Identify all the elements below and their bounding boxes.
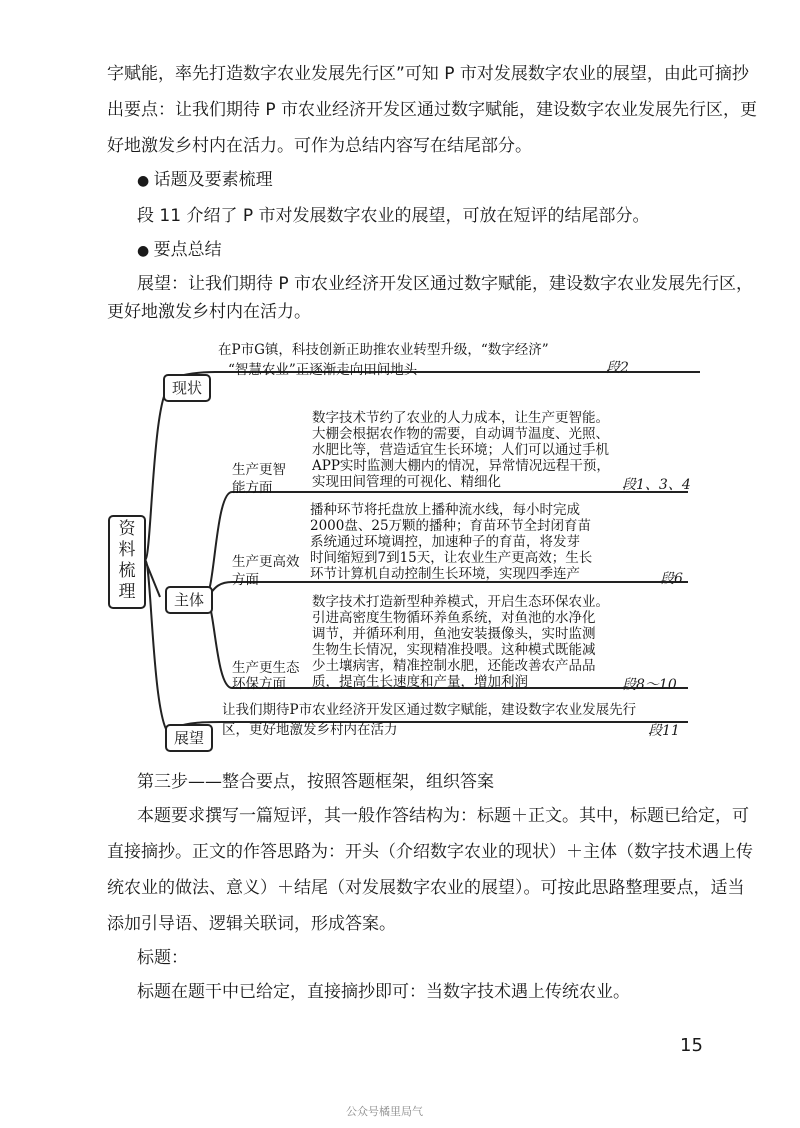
outlook-line-1: 让我们期待P市农业经济开发区通过数字赋能，建设数字农业发展先行 (222, 702, 637, 718)
smart-ref: 段1、3、4 (622, 477, 691, 493)
answer-line-3: 统农业的做法、意义）＋结尾（对发展数字农业的展望）。可按此思路整理要点，适当 (107, 878, 745, 898)
efficient-label-2: 方面 (232, 572, 259, 588)
eco-line-1: 数字技术打造新型种养模式，开启生态环保农业。 (312, 594, 609, 610)
title-text: 标题在题干中已给定，直接摘抄即可：当数字技术遇上传统农业。 (137, 982, 630, 1002)
mindmap-root: 资 料 梳 理 (108, 515, 146, 609)
efficient-label-1: 生产更高效 (232, 554, 300, 570)
connector-status (145, 385, 172, 560)
step3-heading: 第三步——整合要点，按照答题框架，组织答案 (137, 772, 494, 792)
smart-line-4: APP实时监测大棚内的情况，异常情况远程干预， (312, 458, 610, 474)
eco-line-5: 少土壤病害，精准控制水肥，还能改善农产品品 (312, 658, 596, 674)
status-ref: 段2 (606, 360, 629, 376)
answer-line-1: 本题要求撰写一篇短评，其一般作答结构为：标题＋正文。其中，标题已给定，可 (137, 806, 749, 826)
smart-label-1: 生产更智 (232, 462, 286, 478)
mindmap-node-body: 主体 (165, 586, 213, 614)
summary-heading: ● 要点总结 (137, 240, 222, 261)
smart-line-5: 实现田间管理的可视化、精细化 (312, 474, 501, 490)
page-number: 15 (680, 1035, 703, 1056)
eco-label-1: 生产更生态 (232, 660, 300, 676)
intro-line-3: 好地激发乡村内在活力。可作为总结内容写在结尾部分。 (107, 136, 532, 156)
eco-line-3: 调节，并循环利用，鱼池安装摄像头，实时监测 (312, 626, 596, 642)
answer-line-4: 添加引导语、逻辑关联词，形成答案。 (107, 914, 396, 934)
status-line-2: “智慧农业”正逐渐走向田间地头 (228, 362, 418, 378)
watermark: 公众号橘里局气 (346, 1105, 423, 1118)
eco-line-4: 生物生长情况，实现精准投喂。这种模式既能减 (312, 642, 596, 658)
eco-line-6: 质，提高生长速度和产量，增加利润 (312, 674, 528, 690)
summary-line-2: 更好地激发乡村内在活力。 (107, 302, 311, 322)
summary-line-1: 展望：让我们期待 P 市农业经济开发区通过数字赋能，建设数字农业发展先行区， (137, 274, 754, 294)
outlook-line-2: 区，更好地激发乡村内在活力 (222, 722, 398, 738)
smart-line-3: 水肥比等，营造适宜生长环境；人们可以通过手机 (312, 442, 609, 458)
smart-label-2: 能方面 (232, 480, 273, 496)
efficient-line-2: 2000盘、25万颗的播种；育苗环节全封闭育苗 (310, 518, 592, 534)
outlook-ref: 段11 (648, 723, 680, 739)
efficient-line-4: 时间缩短到7到15天，让农业生产更高效；生长 (310, 550, 593, 566)
eco-line-2: 引进高密度生物循环养鱼系统，对鱼池的水净化 (312, 610, 596, 626)
efficient-line-1: 播种环节将托盘放上播种流水线，每小时完成 (310, 502, 580, 518)
status-line-1: 在P市G镇，科技创新正助推农业转型升级，“数字经济” (218, 342, 549, 358)
mindmap-node-status: 现状 (163, 374, 211, 402)
intro-line-2: 出要点：让我们期待 P 市农业经济开发区通过数字赋能，建设数字农业发展先行区，更 (107, 100, 758, 120)
mindmap-node-outlook: 展望 (165, 724, 213, 752)
efficient-ref: 段6 (660, 571, 683, 587)
topic-heading: ● 话题及要素梳理 (137, 170, 273, 191)
efficient-line-5: 环节计算机自动控制生长环境，实现四季连产 (310, 566, 580, 582)
smart-line-1: 数字技术节约了农业的人力成本，让生产更智能。 (312, 410, 609, 426)
efficient-line-3: 系统通过环境调控，加速种子的育苗，将发芽 (310, 534, 580, 550)
smart-line-2: 大棚会根据农作物的需要，自动调节温度、光照、 (312, 426, 609, 442)
title-label: 标题： (137, 948, 188, 968)
eco-ref: 段8～10 (622, 677, 677, 693)
connector-body (145, 560, 160, 597)
topic-text: 段 11 介绍了 P 市对发展数字农业的展望，可放在短评的结尾部分。 (137, 206, 650, 226)
answer-line-2: 直接摘抄。正文的作答思路为：开头（介绍数字农业的现状）＋主体（数字技术遇上传 (107, 842, 753, 862)
intro-line-1: 字赋能，率先打造数字农业发展先行区”可知 P 市对发展数字农业的展望，由此可摘抄 (107, 64, 749, 84)
eco-label-2: 环保方面 (232, 676, 286, 692)
